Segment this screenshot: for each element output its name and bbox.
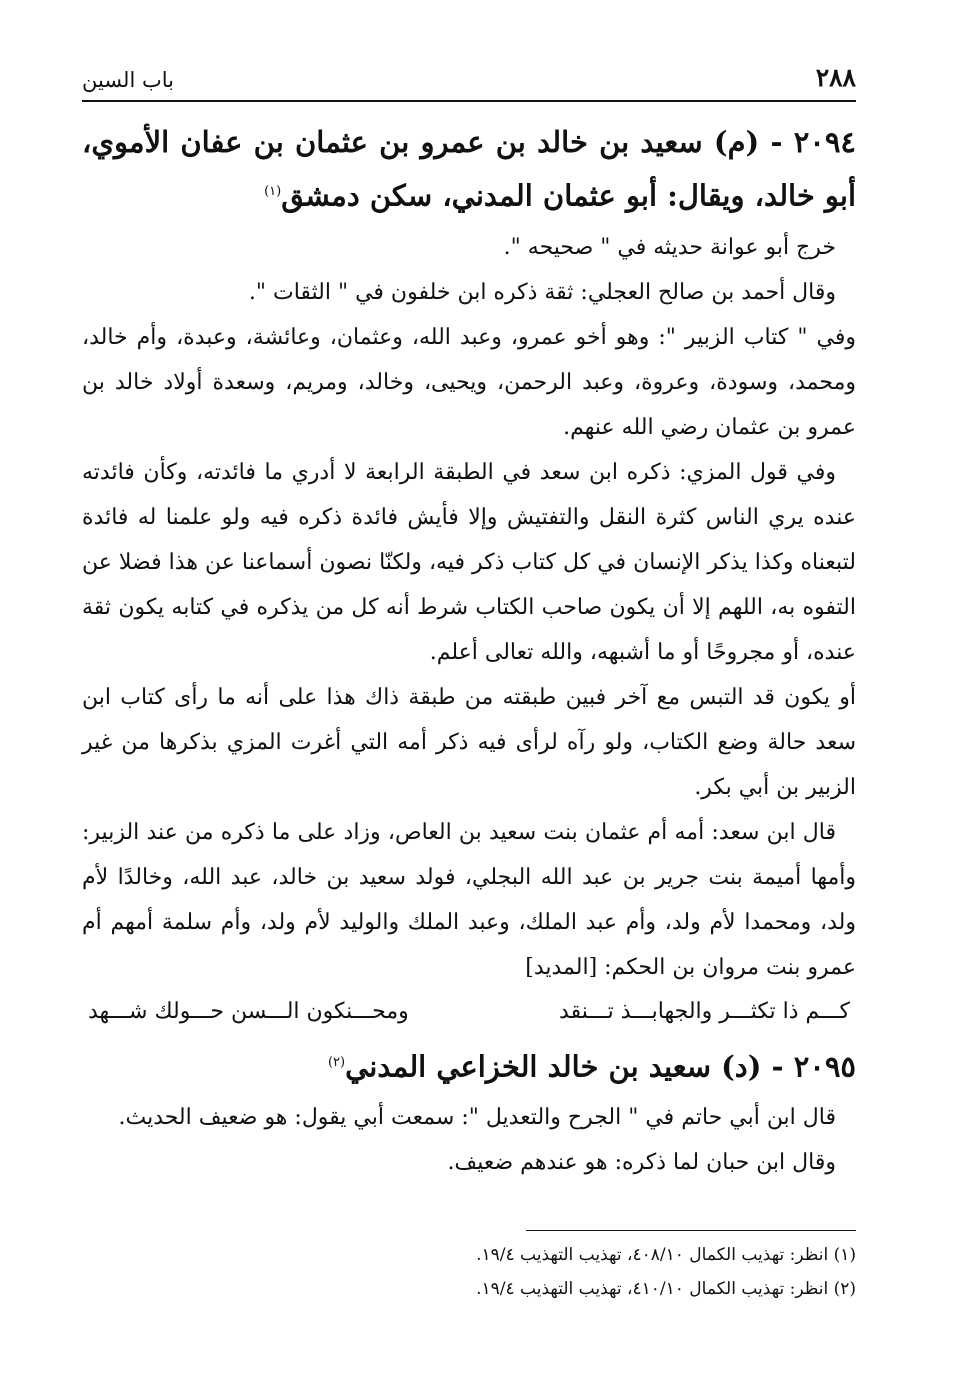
footnote-1: (١) انظر: تهذيب الكمال ٤٠٨/١٠، تهذيب التهذيب ١٩/٤.: [476, 1245, 856, 1265]
footnote-2: (٢) انظر: تهذيب الكمال ٤١٠/١٠، تهذيب التهذيب ١٩/٤.: [476, 1279, 856, 1299]
running-header: [82, 58, 856, 102]
verse-second-hemistich: ومحـــنكون الـــسن حـــولك شـــهد: [88, 998, 409, 1024]
paragraph: وفي قول المزي: ذكره ابن سعد في الطبقة الرابعة لا أدري ما فائدته، وكأن فائدته عنده يري الناس كثرة النقل والتفتيش وإلا فأيش فائدة ذكره فيه ولو علمنا له فائدة لتبعناه وكذا يذكر الإنسان في كل كتاب ذكر فيه، ولكنّا نصون أسماعنا عن هذا فضلا عن التفوه به، اللهم إلا أن يكون صاحب الكتاب شرط أنه كل من يذكره في كتابه يكون ثقة عنده، أو مجروحًا أو ما أشبهه، والله تعالى أعلم.: [82, 459, 856, 665]
paragraph: وقال أحمد بن صالح العجلي: ثقة ذكره ابن خلفون في " الثقات ".: [248, 279, 836, 305]
verse-first-hemistich: كـــم ذا تكثـــر والجهابـــذ تـــنقد: [559, 998, 850, 1024]
chapter-title: باب السين: [82, 68, 174, 92]
paragraph: وقال ابن حبان لما ذكره: هو عندهم ضعيف.: [447, 1150, 836, 1176]
main-text: [82, 118, 856, 1185]
entry-heading-2094-text: ٢٠٩٤ - (م) سعيد بن خالد بن عمرو بن عثمان بن عفان الأموي، أبو خالد، ويقال: أبو عثمان المدني، سكن دمشق: [82, 125, 856, 213]
paragraph: وفي " كتاب الزبير ": وهو أخو عمرو، وعبد الله، وعثمان، وعائشة، وعبدة، وأم خالد، ومحمد، وسودة، وعروة، وعبد الرحمن، ويحيى، وخالد، ومريم، وسعدة أولاد خالد بن عمرو بن عثمان رضي الله عنهم.: [82, 324, 856, 440]
paragraph: قال ابن سعد: أمه أم عثمان بنت سعيد بن العاص، وزاد على ما ذكره من عند الزبير: وأمها أميمة بنت جرير بن عبد الله البجلي، فولد سعيد بن خالد، عبد الله، وخالدًا لأم ولد، ومحمدا لأم ولد، وأم عبد الملك، وعبد الملك والوليد لأم ولد، وأم سلمة أمهم أم عمرو بنت مروان بن الحكم: [المديد]: [82, 819, 856, 980]
entry-heading-2095-text: ٢٠٩٥ - (د) سعيد بن خالد الخزاعي المدني: [345, 1049, 856, 1084]
entry-heading-2094: [82, 118, 856, 221]
page-number: ٢٨٨: [815, 63, 856, 92]
footnotes: [82, 1238, 856, 1306]
paragraph: خرج أبو عوانة حديثه في " صحيحه ".: [503, 234, 836, 260]
footnote-divider: [526, 1230, 856, 1231]
paragraph: أو يكون قد التبس مع آخر فبين طبقته من طبقة ذاك هذا على أنه ما رأى كتاب ابن سعد حالة وضع الكتاب، ولو رآه لرأى فيه ذكر أمه التي أغرت المزي بذكرها من غير الزبير بن أبي بكر.: [82, 684, 857, 800]
paragraph: قال ابن أبي حاتم في " الجرح والتعديل ": سمعت أبي يقول: هو ضعيف الحديث.: [118, 1105, 836, 1131]
footnote-ref-2[interactable]: (٢): [327, 1054, 346, 1070]
entry-heading-2095: [82, 1038, 856, 1092]
footnote-ref-1[interactable]: (١): [264, 184, 282, 199]
poetry-verse: [82, 990, 856, 1034]
